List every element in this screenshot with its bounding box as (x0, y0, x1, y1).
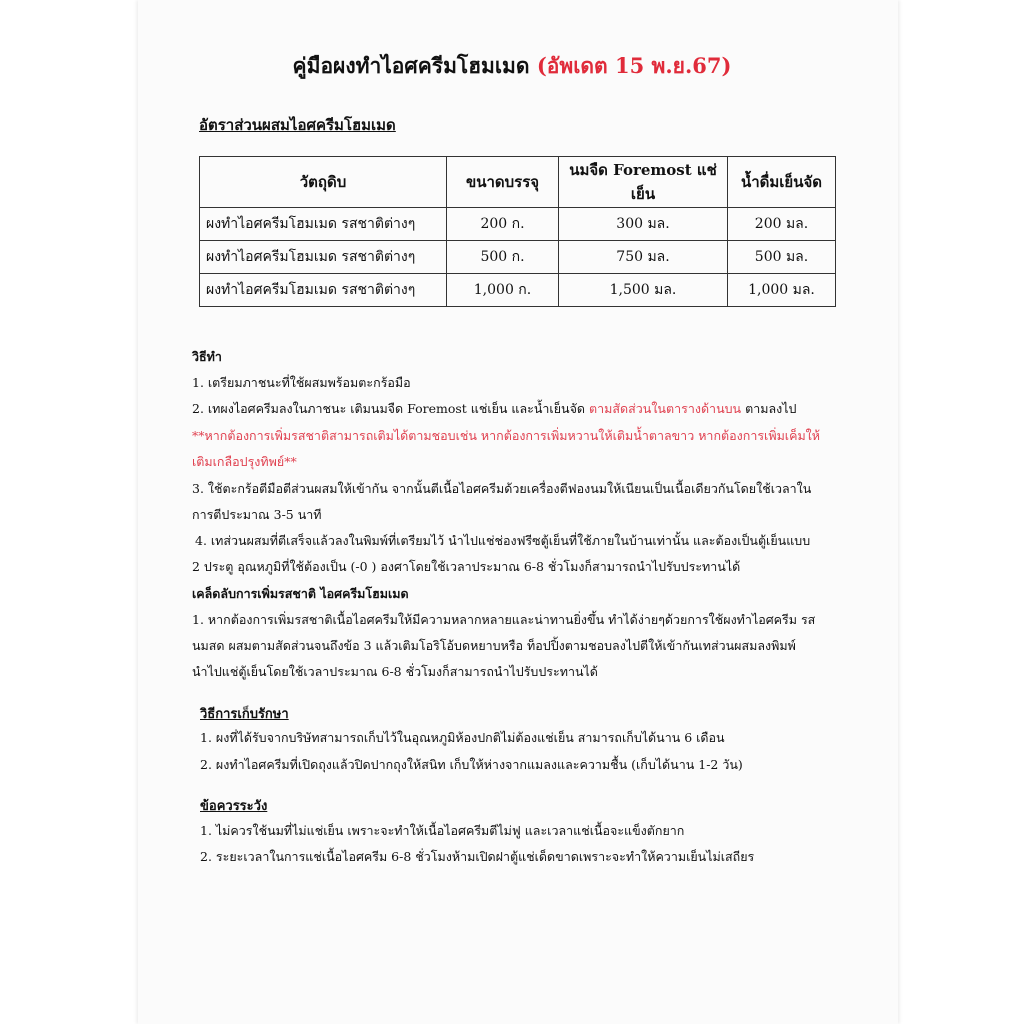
method-note-line-1: **หากต้องการเพิ่มรสชาติสามารถเติมได้ตามชอบเช่น หากต้องการเพิ่มหวานให้เติมน้ำตาลขาว หากต้องการเพิ่มเค็มให้ (192, 428, 821, 443)
cell-milk: 1,500 มล. (559, 274, 728, 307)
cell-ingredient: ผงทำไอศครีมโฮมเมด รสชาติต่างๆ (200, 208, 447, 241)
header-water: น้ำดื่มเย็นจัด (728, 157, 836, 208)
title-main: คู่มือผงทำไอศครีมโฮมเมด (292, 53, 530, 78)
header-ingredient: วัตถุดิบ (200, 157, 447, 208)
caution-heading: ข้อควรระวัง (200, 799, 268, 814)
cell-size: 200 ก. (447, 208, 559, 241)
method-step-4-line-2: 2 ประตู อุณหภูมิที่ใช้ต้องเป็น (-0 ) องศาโดยใช้เวลาประมาณ 6-8 ชั่วโมงก็สามารถนำไปรับประทานได้ (192, 559, 741, 574)
method-step-2 (192, 399, 796, 419)
table-row (200, 208, 836, 241)
cell-milk: 750 มล. (559, 241, 728, 274)
method-step-2-end: ตามลงไป (741, 401, 797, 416)
table-row (200, 274, 836, 307)
caution-line-1: 1. ไม่ควรใช้นมที่ไม่แช่เย็น เพราะจะทำให้เนื้อไอศครีมตีไม่ฟู และเวลาแช่เนื้อจะแข็งตักยาก (200, 823, 685, 838)
cell-water: 500 มล. (728, 241, 836, 274)
cell-water: 1,000 มล. (728, 274, 836, 307)
tips-line-2: นมสด ผสมตามสัดส่วนจนถึงข้อ 3 แล้วเติมโอริโอ้บดหยาบหรือ ท็อปปิ้งตามชอบลงไปตีให้เข้ากันเทส่วนผสมลงพิมพ์ (192, 638, 796, 653)
method-step-2-text: 2. เทผงไอศครีมลงในภาชนะ เติมนมจืด Foremost แช่เย็น และน้ำเย็นจัด (192, 401, 589, 416)
table-row (200, 241, 836, 274)
cell-milk: 300 มล. (559, 208, 728, 241)
page-title (0, 50, 1024, 83)
ratio-heading: อัตราส่วนผสมไอศครีมโฮมเมด (199, 116, 396, 134)
cell-size: 1,000 ก. (447, 274, 559, 307)
cell-water: 200 มล. (728, 208, 836, 241)
cell-ingredient: ผงทำไอศครีมโฮมเมด รสชาติต่างๆ (200, 241, 447, 274)
method-note-line-2: เติมเกลือปรุงทิพย์** (192, 454, 297, 469)
header-milk: นมจืด Foremost แช่เย็น (559, 157, 728, 208)
tips-heading: เคล็ดลับการเพิ่มรสชาติ ไอศครีมโฮมเมด (192, 586, 409, 601)
cell-ingredient: ผงทำไอศครีมโฮมเมด รสชาติต่างๆ (200, 274, 447, 307)
method-heading: วิธีทำ (192, 349, 222, 364)
cell-size: 500 ก. (447, 241, 559, 274)
storage-line-2: 2. ผงทำไอศครีมที่เปิดถุงแล้วปิดปากถุงให้สนิท เก็บให้ห่างจากแมลงและความชื้น (เก็บได้นาน 1-2 วัน) (200, 757, 743, 772)
method-step-4-line-1: 4. เทส่วนผสมที่ตีเสร็จแล้วลงในพิมพ์ที่เตรียมไว้ นำไปแช่ช่องฟรีซตู้เย็นที่ใช้ภายในบ้านเท่านั้น และต้องเป็นตู้เย็นแบบ (195, 533, 811, 548)
method-step-3-line-2: การตีประมาณ 3-5 นาที (192, 507, 322, 522)
caution-line-2: 2. ระยะเวลาในการแช่เนื้อไอศครีม 6-8 ชั่วโมงห้ามเปิดฝาตู้แช่เด็ดขาดเพราะจะทำให้ความเย็นไม่เสถียร (200, 849, 755, 864)
tips-line-1: 1. หากต้องการเพิ่มรสชาติเนื้อไอศครีมให้มีความหลากหลายและน่าทานยิ่งขึ้น ทำได้ง่ายๆด้วยการใช้ผงทำไอศครีม รส (192, 612, 816, 627)
tips-line-3: นำไปแช่ตู้เย็นโดยใช้เวลาประมาณ 6-8 ชั่วโมงก็สามารถนำไปรับประทานได้ (192, 664, 598, 679)
method-step-1: 1. เตรียมภาชนะที่ใช้ผสมพร้อมตะกร้อมือ (192, 375, 411, 390)
method-step-3-line-1: 3. ใช้ตะกร้อตีมือตีส่วนผสมให้เข้ากัน จากนั้นตีเนื้อไอศครีมด้วยเครื่องตีฟองนมให้เนียนเป็นเนื้อเดียวกันโดยใช้เวลาใน (192, 481, 812, 496)
method-step-2-highlight: ตามสัดส่วนในตารางด้านบน (589, 401, 742, 416)
table-header-row (200, 157, 836, 208)
storage-heading: วิธีการเก็บรักษา (200, 707, 289, 722)
title-update: (อัพเดต 15 พ.ย.67) (536, 53, 732, 78)
ratio-table (199, 156, 836, 307)
header-package-size: ขนาดบรรจุ (447, 157, 559, 208)
storage-line-1: 1. ผงที่ได้รับจากบริษัทสามารถเก็บไว้ในอุณหภูมิห้องปกติไม่ต้องแช่เย็น สามารถเก็บได้นาน 6 เดือน (200, 730, 725, 745)
